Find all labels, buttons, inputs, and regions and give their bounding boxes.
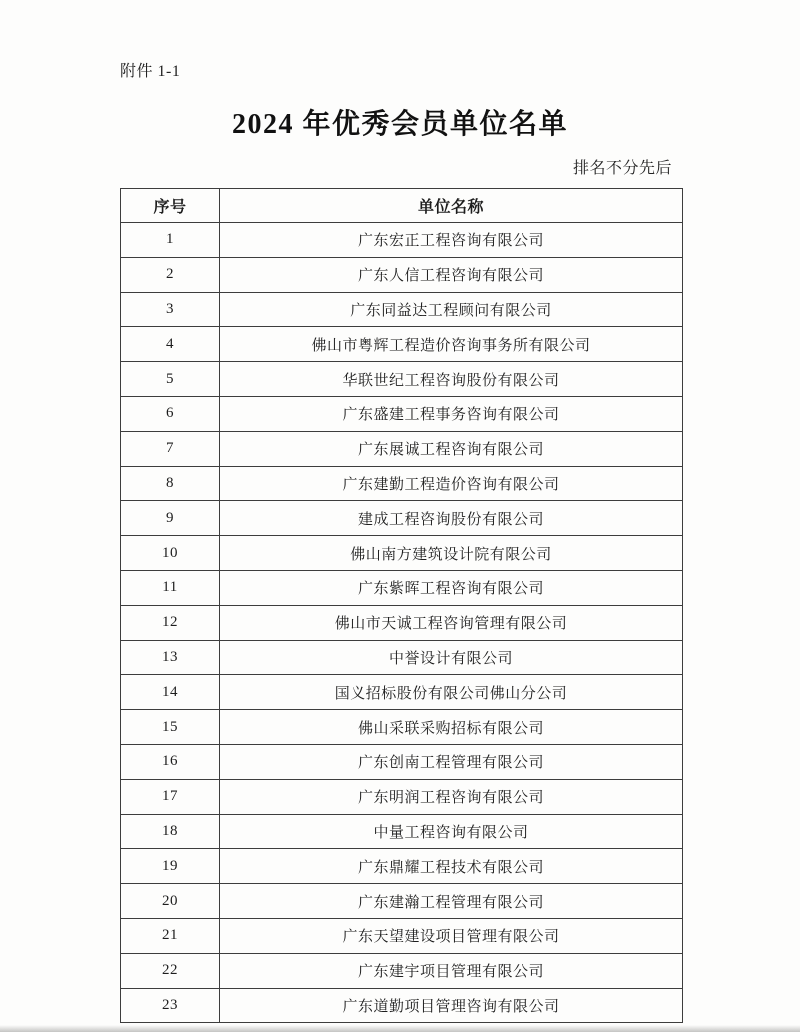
ranking-note: 排名不分先后	[572, 160, 672, 177]
row-unit-name: 佛山市天诚工程咨询管理有限公司	[220, 605, 683, 640]
table-row	[121, 675, 683, 710]
row-unit-name: 广东明润工程咨询有限公司	[220, 779, 683, 814]
table-row	[121, 223, 683, 258]
row-index: 20	[121, 884, 220, 919]
table-header	[121, 189, 683, 223]
row-unit-name: 佛山市粤辉工程造价咨询事务所有限公司	[220, 327, 683, 362]
row-index: 1	[121, 223, 220, 258]
row-index: 11	[121, 570, 220, 605]
row-index: 9	[121, 501, 220, 536]
row-index: 2	[121, 257, 220, 292]
row-index: 14	[121, 675, 220, 710]
row-unit-name: 中誉设计有限公司	[220, 640, 683, 675]
row-unit-name: 广东鼎耀工程技术有限公司	[220, 849, 683, 884]
table-row	[121, 257, 683, 292]
row-unit-name: 佛山南方建筑设计院有限公司	[220, 536, 683, 571]
row-unit-name: 广东天望建设项目管理有限公司	[220, 918, 683, 953]
row-index: 23	[121, 988, 220, 1023]
row-unit-name: 广东建瀚工程管理有限公司	[220, 884, 683, 919]
row-index: 18	[121, 814, 220, 849]
scan-edge-shadow	[0, 1025, 800, 1032]
table-row	[121, 431, 683, 466]
row-unit-name: 国义招标股份有限公司佛山分公司	[220, 675, 683, 710]
row-unit-name: 广东道勤项目管理咨询有限公司	[220, 988, 683, 1023]
row-unit-name: 广东宏正工程咨询有限公司	[220, 223, 683, 258]
row-unit-name: 广东创南工程管理有限公司	[220, 744, 683, 779]
member-units-table	[120, 188, 683, 1023]
table-row	[121, 814, 683, 849]
table-row	[121, 570, 683, 605]
row-index: 19	[121, 849, 220, 884]
table-row	[121, 292, 683, 327]
table-row	[121, 849, 683, 884]
header-index: 序号	[121, 189, 220, 223]
table-row	[121, 640, 683, 675]
table-row	[121, 501, 683, 536]
row-index: 15	[121, 710, 220, 745]
row-index: 7	[121, 431, 220, 466]
row-unit-name: 广东建勤工程造价咨询有限公司	[220, 466, 683, 501]
row-unit-name: 华联世纪工程咨询股份有限公司	[220, 362, 683, 397]
table-row	[121, 779, 683, 814]
row-unit-name: 广东盛建工程事务咨询有限公司	[220, 396, 683, 431]
attachment-label: 附件 1-1	[120, 63, 181, 80]
table-row	[121, 918, 683, 953]
row-index: 3	[121, 292, 220, 327]
table-row	[121, 536, 683, 571]
row-unit-name: 广东展诚工程咨询有限公司	[220, 431, 683, 466]
row-index: 8	[121, 466, 220, 501]
row-unit-name: 广东紫晖工程咨询有限公司	[220, 570, 683, 605]
row-index: 13	[121, 640, 220, 675]
table-row	[121, 362, 683, 397]
table-row	[121, 396, 683, 431]
row-unit-name: 广东建宇项目管理有限公司	[220, 953, 683, 988]
page-title: 2024 年优秀会员单位名单	[231, 109, 568, 140]
table-row	[121, 953, 683, 988]
row-index: 4	[121, 327, 220, 362]
row-index: 5	[121, 362, 220, 397]
row-index: 10	[121, 536, 220, 571]
row-unit-name: 中量工程咨询有限公司	[220, 814, 683, 849]
header-unit-name: 单位名称	[220, 189, 683, 223]
table-row	[121, 327, 683, 362]
table-row	[121, 466, 683, 501]
table-header-row	[121, 189, 683, 223]
row-index: 17	[121, 779, 220, 814]
table-row	[121, 605, 683, 640]
row-index: 6	[121, 396, 220, 431]
table-row	[121, 744, 683, 779]
row-index: 12	[121, 605, 220, 640]
table-body	[121, 223, 683, 1023]
row-index: 22	[121, 953, 220, 988]
table-row	[121, 988, 683, 1023]
row-unit-name: 广东同益达工程顾问有限公司	[220, 292, 683, 327]
row-unit-name: 广东人信工程咨询有限公司	[220, 257, 683, 292]
row-unit-name: 佛山采联采购招标有限公司	[220, 710, 683, 745]
row-index: 21	[121, 918, 220, 953]
table-row	[121, 710, 683, 745]
row-index: 16	[121, 744, 220, 779]
table-row	[121, 884, 683, 919]
row-unit-name: 建成工程咨询股份有限公司	[220, 501, 683, 536]
